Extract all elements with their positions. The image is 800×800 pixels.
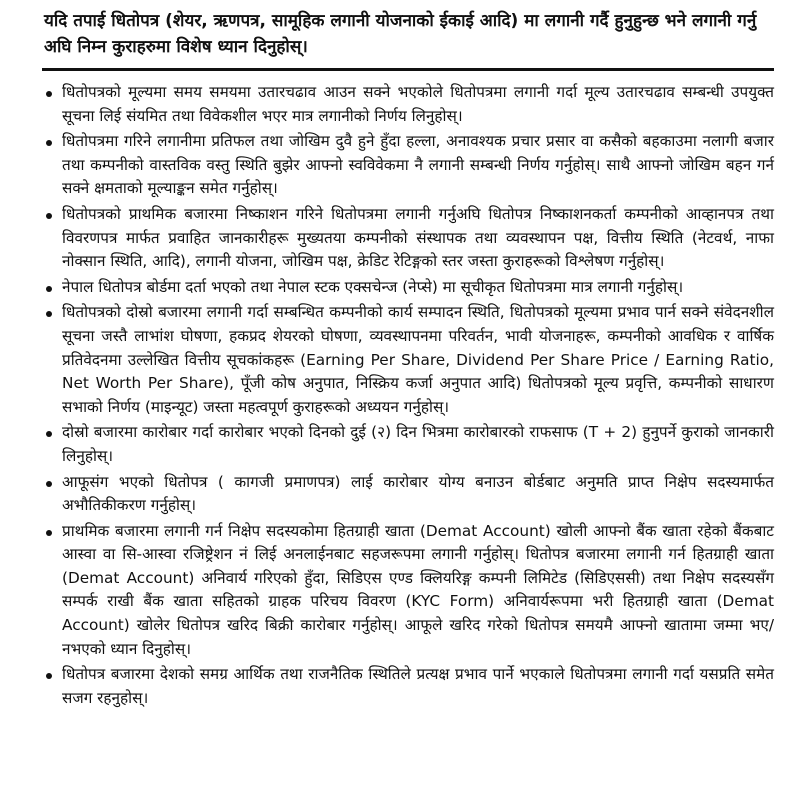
bullet-icon [46, 431, 52, 437]
list-item-text: प्राथमिक बजारमा लगानी गर्न निक्षेप सदस्यकोमा हितग्राही खाता (Demat Account) खोली आफ्नो बैंक खाता रहेको बैंकबाट आस्वा वा सि-आस्वा रजिष्ट्रेशन नं लिई अनलाईनबाट सहजरूपमा लगानी गर्नुहोस्। धितोपत्र बजारमा लगानी गर्न हितग्राही खाता (Demat Account) अनिवार्य गरिएको हुँदा, सिडिएस एण्ड क्लियरिङ्ग कम्पनी लिमिटेड (सिडिएससी) तथा निक्षेप सदस्यसँग सम्पर्क राखी बैंक खाता सहितको ग्राहक परिचय विवरण (KYC Form) अनिवार्यरूपमा भरी हितग्राही खाता (Demat Account) खोलेर धितोपत्र खरिद बिक्री कारोबार गर्नुहोस्। आफूले खरिद गरेको धितोपत्र समयमै आफ्नो खातामा जम्मा भए/नभएको ध्यान दिनुहोस्। [62, 521, 774, 658]
list-item [46, 276, 774, 300]
bullet-icon [46, 530, 52, 536]
bullet-icon [46, 481, 52, 487]
list-item-text: धितोपत्रको प्राथमिक बजारमा निष्काशन गरिने धितोपत्रमा लगानी गर्नुअघि धितोपत्र निष्काशनकर्ता कम्पनीको आव्हानपत्र तथा विवरणपत्र मार्फत प्रवाहित जानकारीहरू मुख्यतया कम्पनीको संस्थापक तथा व्यवस्थापन पक्ष, वित्तीय स्थिति (नेटवर्थ, नाफा नोक्सान स्थिति, आदि), लगानी योजना, जोखिम पक्ष, क्रेडिट रेटिङ्गको स्तर जस्ता कुराहरूको विश्लेषण गर्नुहोस्। [62, 204, 774, 271]
list-item-text: धितोपत्रको दोस्रो बजारमा लगानी गर्दा सम्बन्धित कम्पनीको कार्य सम्पादन स्थिति, धितोपत्रको मूल्यमा प्रभाव पार्न सक्ने संवेदनशील सूचना जस्तै लाभांश घोषणा, हकप्रद शेयरको घोषणा, व्यवस्थापनमा परिवर्तन, भावी योजनाहरू, कम्पनीको आवधिक र वार्षिक प्रतिवेदनमा उल्लेखित वित्तीय सूचकांकहरू (Earning Per Share, Dividend Per Share Price / Earning Ratio, Net Worth Per Share), पूँजी कोष अनुपात, निस्क्रिय कर्जा अनुपात आदि) धितोपत्रको मूल्य प्रवृत्ति, कम्पनीको साधारण सभाको निर्णय (माइन्यूट) जस्ता महत्वपूर्ण कुराहरूको अध्ययन गर्नुहोस्। [62, 303, 774, 416]
list-item-text: धितोपत्रको मूल्यमा समय समयमा उतारचढाव आउन सक्ने भएकोले धितोपत्रमा लगानी गर्दा मूल्य उतारचढाव सम्बन्धी उपयुक्त सूचना लिई संयमित तथा विवेकशील भएर मात्र लगानीको निर्णय लिनुहोस्। [62, 83, 774, 125]
list-item [46, 203, 774, 274]
list-item-text: धितोपत्र बजारमा देशको समग्र आर्थिक तथा राजनैतिक स्थितिले प्रत्यक्ष प्रभाव पार्ने भएकाले धितोपत्रमा लगानी गर्दा यसप्रति समेत सजग रहनुहोस्। [62, 665, 774, 707]
bullet-icon [46, 311, 52, 317]
list-item-text: धितोपत्रमा गरिने लगानीमा प्रतिफल तथा जोखिम दुवै हुने हुँदा हल्ला, अनावश्यक प्रचार प्रसार वा कसैको बहकाउमा नलागी बजार तथा कम्पनीको वास्तविक वस्तु स्थिति बुझेर आफ्नो स्वविवेकमा नै लगानी सम्बन्धी निर्णय गर्नुहोस्। साथै आफ्नो जोखिम बहन गर्न सक्ने क्षमताको मूल्याङ्कन समेत गर्नुहोस्। [62, 132, 774, 198]
list-item [46, 130, 774, 201]
bullet-icon [46, 91, 52, 97]
list-item [46, 520, 774, 662]
bullet-icon [46, 673, 52, 679]
list-item-text: आफूसंग भएको धितोपत्र ( कागजी प्रमाणपत्र) लाई कारोबार योग्य बनाउन बोर्डबाट अनुमति प्राप्त निक्षेप सदस्यमार्फत अभौतिकीकरण गर्नुहोस्। [62, 472, 774, 515]
divider-rule [42, 68, 774, 71]
advice-list [46, 81, 774, 710]
intro-heading: यदि तपाई धितोपत्र (शेयर, ऋणपत्र, सामूहिक लगानी योजनाको ईकाई आदि) मा लगानी गर्दै हुनुहुन्छ भने लगानी गर्नु अघि निम्न कुराहरुमा विशेष ध्यान दिनुहोस्। [44, 11, 757, 57]
list-item [46, 471, 774, 518]
bullet-icon [46, 286, 52, 292]
bullet-icon [46, 140, 52, 146]
list-item [46, 301, 774, 419]
bullet-icon [46, 213, 52, 219]
list-item [46, 421, 774, 468]
list-item-text: दोस्रो बजारमा कारोबार गर्दा कारोबार भएको दिनको दुई (२) दिन भित्रमा कारोबारको राफसाफ (T + 2) हुनुपर्ने कुराको जानकारी लिनुहोस्। [62, 423, 774, 465]
list-item-text: नेपाल धितोपत्र बोर्डमा दर्ता भएको तथा नेपाल स्टक एक्सचेन्ज (नेप्से) मा सूचीकृत धितोपत्रमा मात्र लगानी गर्नुहोस्। [62, 277, 684, 296]
list-item [46, 81, 774, 128]
list-item [46, 663, 774, 710]
